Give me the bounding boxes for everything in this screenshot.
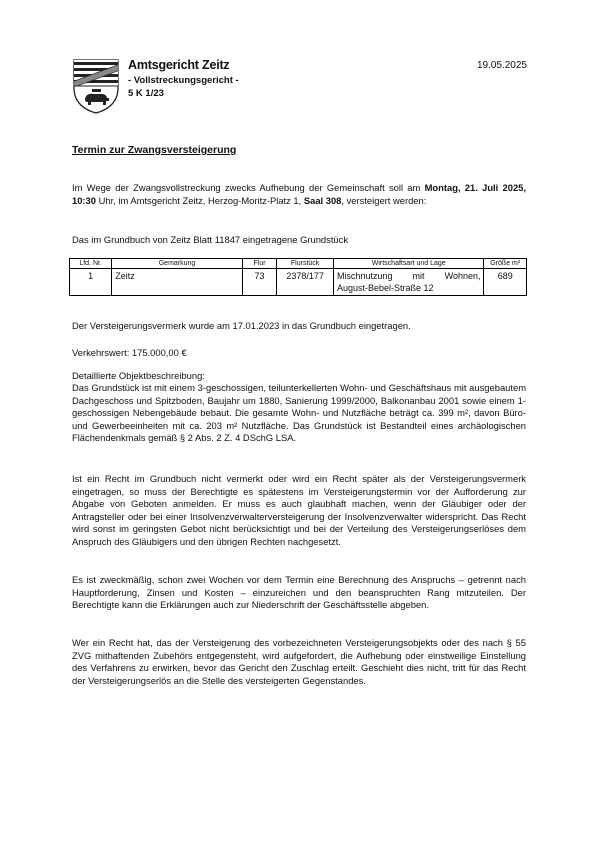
- auction-date: Montag, 21. Juli 2025, 10:30: [72, 182, 527, 206]
- recht-paragraph: Ist ein Recht im Grundbuch nicht vermerkt oder wird ein Recht später als der Versteigerungsvermerk eingetragen, so muss der Berechtigte es spätestens im Versteigerungstermin vor der Aufforderung zur Abgabe von Geboten anmelden. Er muss es auch glaubhaft machen, wenn der Gläubiger oder der Antragsteller oder bei einer Insolvenzverwalterversteigerung der Insolvenzverwalter widerspricht. Das Recht wird sonst im geringsten Gebot nicht berücksichtigt und bei der Verteilung des Versteigerungserlöses dem Anspruch des Gläubigers und den übrigen Rechten nachgesetzt.: [72, 473, 526, 547]
- cell-lage-line-1: Mischnutzung mit Wohnen,: [336, 271, 481, 281]
- col-header-lage: Wirtschaftsart und Lage: [333, 259, 484, 269]
- col-header-nr: Lfd. Nr.: [70, 259, 112, 269]
- intro-text-1: Im Wege der Zwangsvollstreckung zwecks Aufhebung der Gemeinschaft soll am: [72, 182, 425, 193]
- vermerk-line: Der Versteigerungsvermerk wurde am 17.01.2023 in das Grundbuch eingetragen.: [72, 320, 411, 331]
- court-division: - Vollstreckungsgericht -: [128, 75, 239, 86]
- col-header-gemarkung: Gemarkung: [112, 259, 243, 269]
- table-header-row: [70, 259, 527, 269]
- col-header-flur: Flur: [242, 259, 277, 269]
- intro-paragraph: [72, 182, 526, 207]
- intro-text-4: , versteigert werden:: [341, 194, 427, 206]
- gegenrecht-paragraph: Wer ein Recht hat, das der Versteigerung des vorbezeichneten Versteigerungsobjekts oder des nach § 55 ZVG mithaftenden Zubehörs entgegensteht, wird aufgefordert, die Aufhebung oder einstweilige Einstellung des Verfahrens zu erwirken, bevor das Gericht den Zuschlag erteilt. Geschieht dies nicht, tritt für das Recht der Versteigerungserlös an die Stelle des versteigerten Gegenstandes.: [72, 637, 526, 686]
- coat-of-arms-icon: [72, 58, 120, 114]
- cell-flurstueck: 2378/177: [277, 269, 334, 296]
- cell-lage-line-2: August-Bebel-Straße 12: [336, 283, 434, 293]
- col-header-flurstueck: Flurstück: [277, 259, 334, 269]
- objekt-heading: Detaillierte Objektbeschreibung:: [72, 370, 205, 381]
- case-number: 5 K 1/23: [128, 88, 164, 99]
- register-line: Das im Grundbuch von Zeitz Blatt 11847 eingetragene Grundstück: [72, 234, 349, 245]
- court-name: Amtsgericht Zeitz: [128, 58, 230, 72]
- intro-text-2: Uhr: [95, 194, 114, 206]
- property-table: [69, 258, 527, 296]
- cell-gemarkung: Zeitz: [112, 269, 243, 296]
- document-title: Termin zur Zwangsversteigerung: [72, 144, 237, 156]
- document-date: 19.05.2025: [476, 60, 527, 71]
- auction-room: Saal 308: [303, 194, 342, 206]
- cell-flur: 73: [242, 269, 277, 296]
- zweck-paragraph: Es ist zweckmäßig, schon zwei Wochen vor dem Termin eine Berechnung des Anspruchs – getrennt nach Hauptforderung, Zinsen und Kosten – einzureichen und den beanspruchten Rang mitzuteilen. Der Berechtigte kann die Erklärungen auch zur Niederschrift der Geschäftsstelle abgeben.: [72, 574, 526, 611]
- table-row: [70, 269, 527, 296]
- col-header-groesse: Größe m²: [484, 259, 527, 269]
- cell-nr: 1: [70, 269, 112, 296]
- cell-groesse: 689: [484, 269, 527, 296]
- objekt-description: Das Grundstück ist mit einem 3-geschossigen, teilunterkellerten Wohn- und Geschäftshaus mit ausgebautem Dachgeschoss und Spitzboden, Baujahr um 1880, Sanierung 1999/2000, Balkonanbau 2001 sowie einem 1-geschossigen Nebengebäude bebaut. Die gesamte Wohn- und Nutzfläche beträgt ca. 399 m², davon Büro- und Gewerbeeinheiten mit ca. 203 m² Nutzfläche. Das Grundstück ist Bestandteil eines archäologischen Flächendenkmals gemäß § 2 Abs. 2 Z. 4 DSchG LSA.: [72, 382, 526, 444]
- intro-text-3: , im Amtsgericht Zeitz, Herzog-Moritz-Platz 1,: [113, 194, 304, 206]
- cell-lage: [333, 269, 484, 296]
- verkehrswert-line: Verkehrswert: 175.000,00 €: [72, 347, 187, 358]
